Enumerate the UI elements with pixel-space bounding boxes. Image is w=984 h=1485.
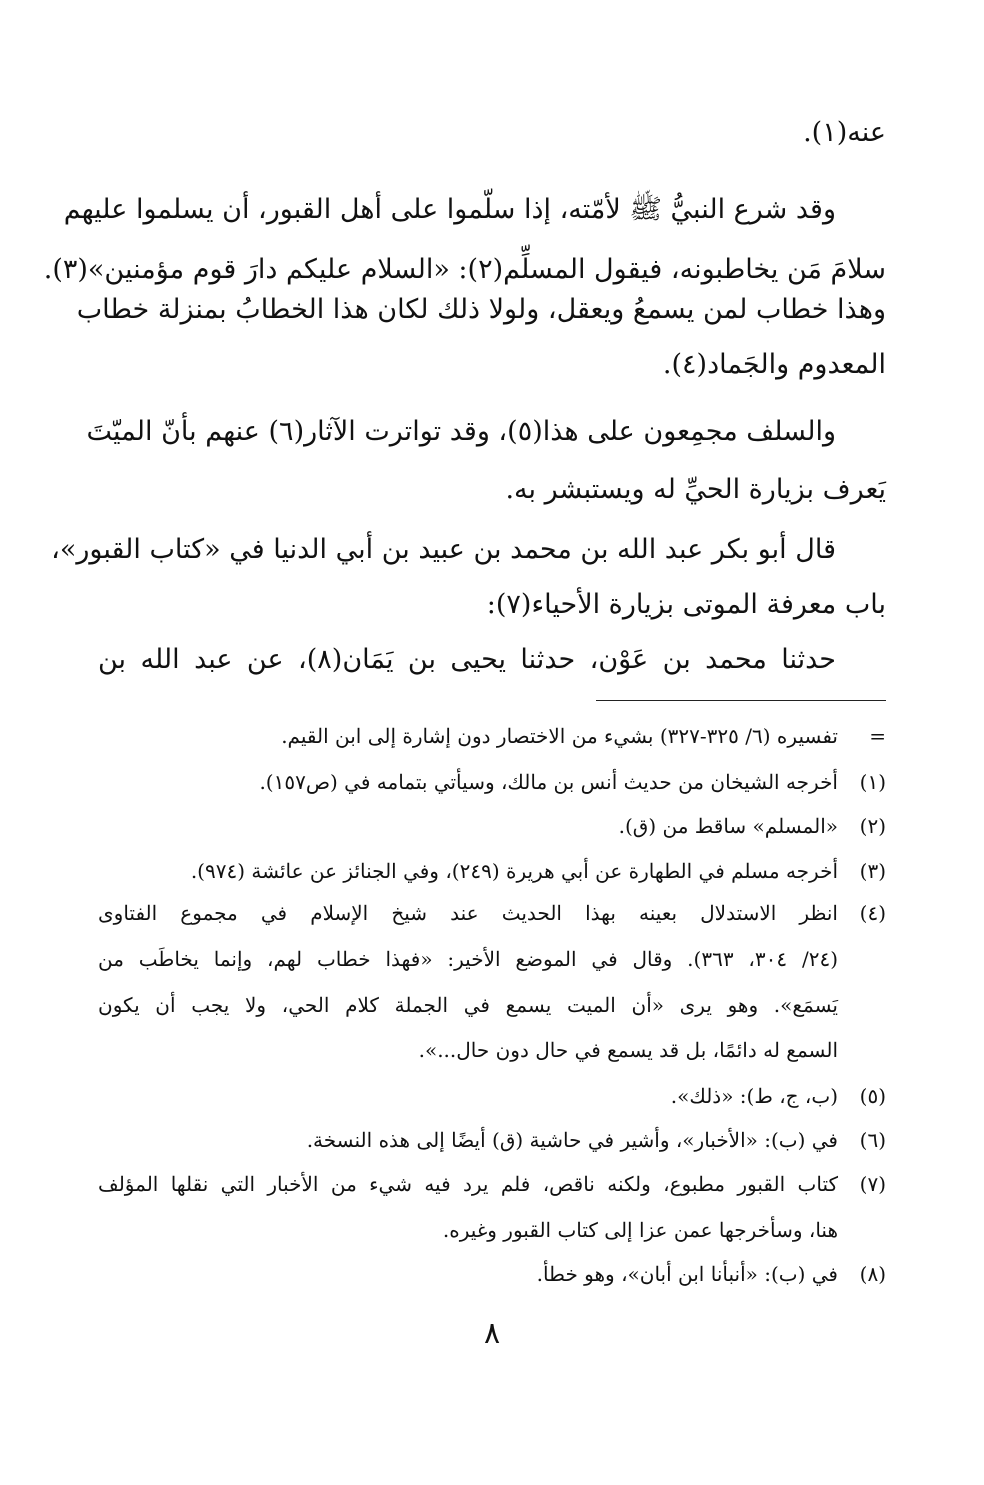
main-line-1: عنه(١). bbox=[803, 117, 886, 148]
footnote-text: (ب، ج، ط): «ذلك». bbox=[670, 1084, 838, 1108]
footnote-line bbox=[98, 1254, 886, 1294]
footnote-number: (٢) bbox=[859, 814, 886, 838]
footnote-number: = bbox=[869, 724, 886, 748]
footnote-text: انظر الاستدلال بعينه بهذا الحديث عند شيخ الإسلام في مجموع الفتاوى bbox=[98, 901, 838, 925]
page-number: ٨ bbox=[483, 1316, 501, 1351]
footnote-separator bbox=[596, 700, 886, 701]
footnote-line bbox=[98, 1076, 886, 1116]
footnote-number: (٧) bbox=[859, 1172, 886, 1196]
footnote-text: يَسمَع». وهو يرى «أن الميت يسمع في الجملة كلام الحي، ولا يجب أن يكون bbox=[98, 993, 838, 1017]
main-line-8: قال أبو بكر عبد الله بن محمد بن عبيد بن أبي الدنيا في «كتاب القبور»، bbox=[51, 534, 836, 565]
footnote-text: «المسلم» ساقط من (ق). bbox=[618, 814, 838, 838]
footnote-line bbox=[98, 1210, 886, 1250]
footnote-text: أخرجه الشيخان من حديث أنس بن مالك، وسيأتي بتمامه في (ص١٥٧). bbox=[259, 770, 838, 794]
footnote-number: (٤) bbox=[859, 901, 886, 925]
footnote-line bbox=[98, 716, 886, 756]
footnote-line bbox=[98, 762, 886, 802]
footnote-line bbox=[98, 1120, 886, 1160]
footnote-line bbox=[98, 806, 886, 846]
footnote-line bbox=[98, 893, 886, 933]
footnote-line bbox=[98, 1164, 886, 1204]
footnote-number: (٥) bbox=[859, 1084, 886, 1108]
main-line-7: يَعرف بزيارة الحيِّ له ويستبشر به. bbox=[505, 474, 886, 505]
main-line-6: والسلف مجمِعون على هذا(٥)، وقد تواترت الآثار(٦) عنهم بأنّ الميّتَ bbox=[86, 416, 836, 447]
footnote-text: أخرجه مسلم في الطهارة عن أبي هريرة (٢٤٩)، وفي الجنائز عن عائشة (٩٧٤). bbox=[190, 859, 838, 883]
footnote-text: في (ب): «الأخبار»، وأشير في حاشية (ق) أيضًا إلى هذه النسخة. bbox=[306, 1128, 838, 1152]
footnote-number: (٨) bbox=[859, 1262, 886, 1286]
footnote-text: تفسيره (٦/ ٣٢٥-٣٢٧) بشيء من الاختصار دون إشارة إلى ابن القيم. bbox=[281, 724, 838, 748]
main-line-2: وقد شرع النبيُّ ﷺ لأمّته، إذا سلّموا على أهل القبور، أن يسلموا عليهم bbox=[63, 194, 836, 225]
footnote-line bbox=[98, 851, 886, 891]
main-line-9: باب معرفة الموتى بزيارة الأحياء(٧): bbox=[486, 589, 886, 620]
footnote-number: (٦) bbox=[859, 1128, 886, 1152]
footnote-text: (٢٤/ ٣٠٤، ٣٦٣). وقال في الموضع الأخير: «فهذا خطاب لهم، وإنما يخاطَب من bbox=[98, 947, 838, 971]
main-line-4: وهذا خطاب لمن يسمعُ ويعقل، ولولا ذلك لكان هذا الخطابُ بمنزلة خطاب bbox=[76, 294, 886, 325]
main-line-3: سلامَ مَن يخاطبونه، فيقول المسلِّم(٢): «السلام عليكم دارَ قوم مؤمنين»(٣). bbox=[43, 254, 886, 285]
footnote-text: كتاب القبور مطبوع، ولكنه ناقص، فلم يرد فيه شيء من الأخبار التي نقلها المؤلف bbox=[98, 1172, 838, 1196]
main-line-10: حدثنا محمد بن عَوْن، حدثنا يحيى بن يَمَان(٨)، عن عبد الله بن bbox=[98, 644, 836, 675]
footnote-number: (١) bbox=[859, 770, 886, 794]
footnote-text: السمع له دائمًا، بل قد يسمع في حال دون حال...». bbox=[418, 1038, 838, 1062]
footnote-line bbox=[98, 985, 886, 1025]
footnote-line bbox=[98, 939, 886, 979]
footnote-line bbox=[98, 1030, 886, 1070]
footnote-text: هنا، وسأخرجها عمن عزا إلى كتاب القبور وغيره. bbox=[442, 1218, 838, 1242]
footnote-text: في (ب): «أنبأنا ابن أبان»، وهو خطأ. bbox=[536, 1262, 838, 1286]
footnote-number: (٣) bbox=[859, 859, 886, 883]
main-line-5: المعدوم والجَماد(٤). bbox=[662, 349, 886, 380]
